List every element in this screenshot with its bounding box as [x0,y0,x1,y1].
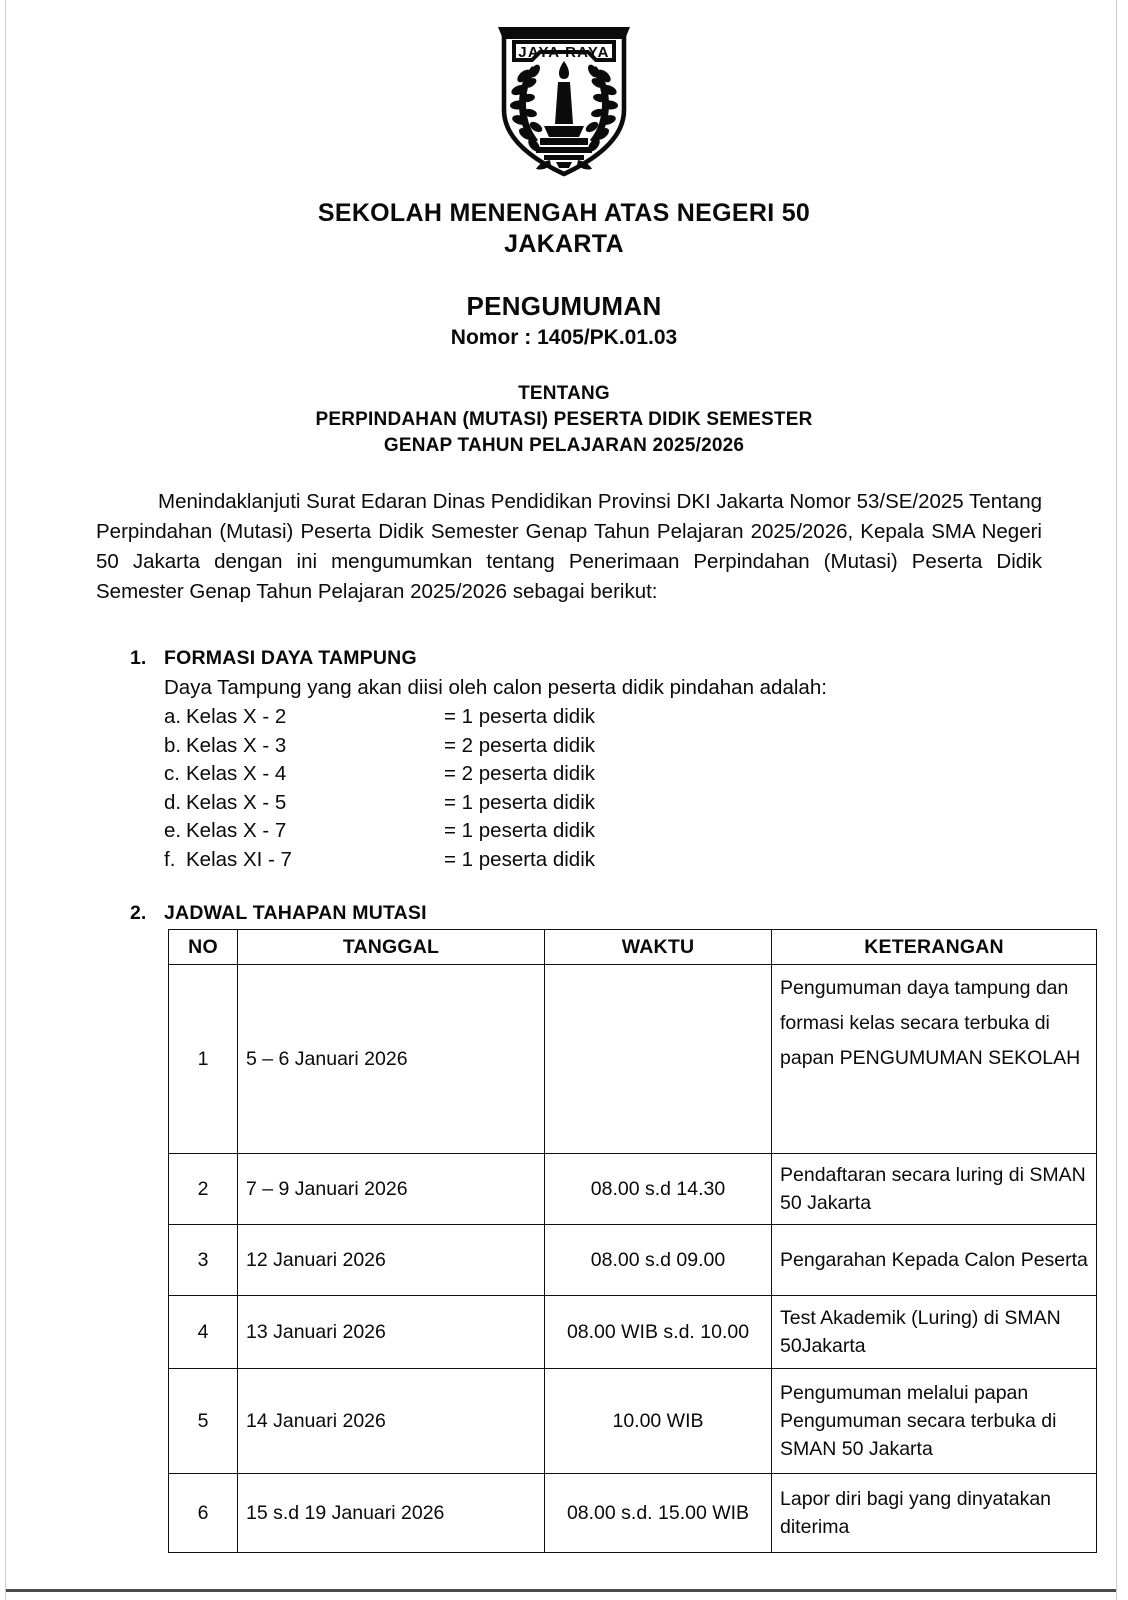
cell-keterangan: Pendaftaran secara luring di SMAN 50 Jakarta [772,1154,1097,1225]
cell-tanggal: 5 – 6 Januari 2026 [238,965,545,1154]
column-header-keterangan: KETERANGAN [772,930,1097,965]
list-item [164,817,1050,846]
list-item [164,760,1050,789]
capacity-value: = 1 peserta didik [444,847,595,871]
schedule-table [168,929,1097,1553]
opening-paragraph: Menindaklanjuti Surat Edaran Dinas Pendidikan Provinsi DKI Jakarta Nomor 53/SE/2025 Tentang Perpindahan (Mutasi) Peserta Didik Semester Genap Tahun Pelajaran 2025/2026, Kepala SMA Negeri 50 Jakarta dengan ini mengumumkan tentang Penerimaan Perpindahan (Mutasi) Peserta Didik Semester Genap Tahun Pelajaran 2025/2026 sebagai berikut: [96,490,1042,603]
section-2-number: 2. [130,902,147,924]
cell-tanggal: 12 Januari 2026 [238,1225,545,1296]
capacity-value: = 1 peserta didik [444,705,595,728]
capacity-value: = 2 peserta didik [444,733,595,757]
cell-waktu: 08.00 s.d. 15.00 WIB [545,1474,772,1553]
cell-no: 3 [169,1225,238,1296]
capacity-letter: a. [164,705,182,728]
list-item [164,732,1050,761]
column-header-waktu: WAKTU [545,930,772,965]
cell-no: 6 [169,1474,238,1553]
schedule-table-wrapper [168,929,1088,1553]
capacity-letter: b. [164,733,182,757]
cell-tanggal: 7 – 9 Januari 2026 [238,1154,545,1225]
cell-tanggal: 14 Januari 2026 [238,1369,545,1474]
cell-no: 2 [169,1154,238,1225]
capacity-letter: d. [164,790,182,814]
capacity-value: = 1 peserta didik [444,819,595,843]
cell-waktu: 08.00 WIB s.d. 10.00 [545,1296,772,1369]
subject-label: TENTANG [518,383,610,404]
cell-tanggal: 13 Januari 2026 [238,1296,545,1369]
section-jadwal-tahapan-mutasi [130,900,1050,926]
capacity-class: Kelas X - 7 [186,819,287,843]
capacity-class: Kelas XI - 7 [186,847,292,871]
subject-line-2: GENAP TAHUN PELAJARAN 2025/2026 [383,435,745,456]
list-item [164,703,1050,732]
capacity-class: Kelas X - 3 [186,733,287,757]
emblem-banner-text: JAYA RAYA [518,44,610,61]
capacity-value: = 2 peserta didik [444,762,595,786]
cell-no: 5 [169,1369,238,1474]
capacity-class: Kelas X - 2 [186,705,287,728]
cell-keterangan: Test Akademik (Luring) di SMAN 50Jakarta [772,1296,1097,1369]
section-1-number: 1. [130,647,147,669]
cell-keterangan: Pengumuman daya tampung dan formasi kelas secara terbuka di papan PENGUMUMAN SEKOLAH [772,965,1097,1154]
section-2-title: JADWAL TAHAPAN MUTASI [164,902,427,924]
capacity-class: Kelas X - 4 [186,762,287,786]
table-row [169,1474,1097,1553]
cell-keterangan: Lapor diri bagi yang dinyatakan diterima [772,1474,1097,1553]
capacity-class: Kelas X - 5 [186,790,287,814]
cell-keterangan: Pengarahan Kepada Calon Peserta [772,1225,1097,1296]
table-row [169,1296,1097,1369]
document-subject [0,381,1128,459]
list-item [164,846,1050,875]
section-formasi-daya-tampung [130,645,1050,875]
cell-no: 4 [169,1296,238,1369]
cell-waktu: 08.00 s.d 14.30 [545,1154,772,1225]
cell-waktu: 10.00 WIB [545,1369,772,1474]
school-name-line-1: SEKOLAH MENENGAH ATAS NEGERI 50 [317,199,811,227]
capacity-letter: c. [164,762,180,786]
document-type-heading: PENGUMUMAN [466,291,662,321]
capacity-letter: e. [164,819,182,843]
table-row [169,1369,1097,1474]
table-row [169,965,1097,1154]
cell-waktu: 08.00 s.d 09.00 [545,1225,772,1296]
page-title [0,198,1128,260]
capacity-value: = 1 peserta didik [444,790,595,814]
school-name-line-2: JAKARTA [504,230,624,258]
cell-keterangan: Pengumuman melalui papan Pengumuman secara terbuka di SMAN 50 Jakarta [772,1369,1097,1474]
section-1-title: FORMASI DAYA TAMPUNG [164,647,417,669]
column-header-tanggal: TANGGAL [238,930,545,965]
capacity-list [164,703,1050,875]
table-row [169,1225,1097,1296]
table-row [169,1154,1097,1225]
dki-jakarta-coat-of-arms-icon [0,14,1128,184]
document-number: Nomor : 1405/PK.01.03 [450,326,678,349]
cell-tanggal: 15 s.d 19 Januari 2026 [238,1474,545,1553]
subject-line-1: PERPINDAHAN (MUTASI) PESERTA DIDIK SEMESTER [315,409,813,430]
list-item [164,789,1050,818]
cell-waktu [545,965,772,1154]
table-header-row [169,930,1097,965]
cell-no: 1 [169,965,238,1154]
section-1-lead: Daya Tampung yang akan diisi oleh calon peserta didik pindahan adalah: [164,676,827,699]
column-header-no: NO [169,930,238,965]
scan-edge-bottom [6,1589,1116,1592]
capacity-letter: f. [164,847,176,871]
